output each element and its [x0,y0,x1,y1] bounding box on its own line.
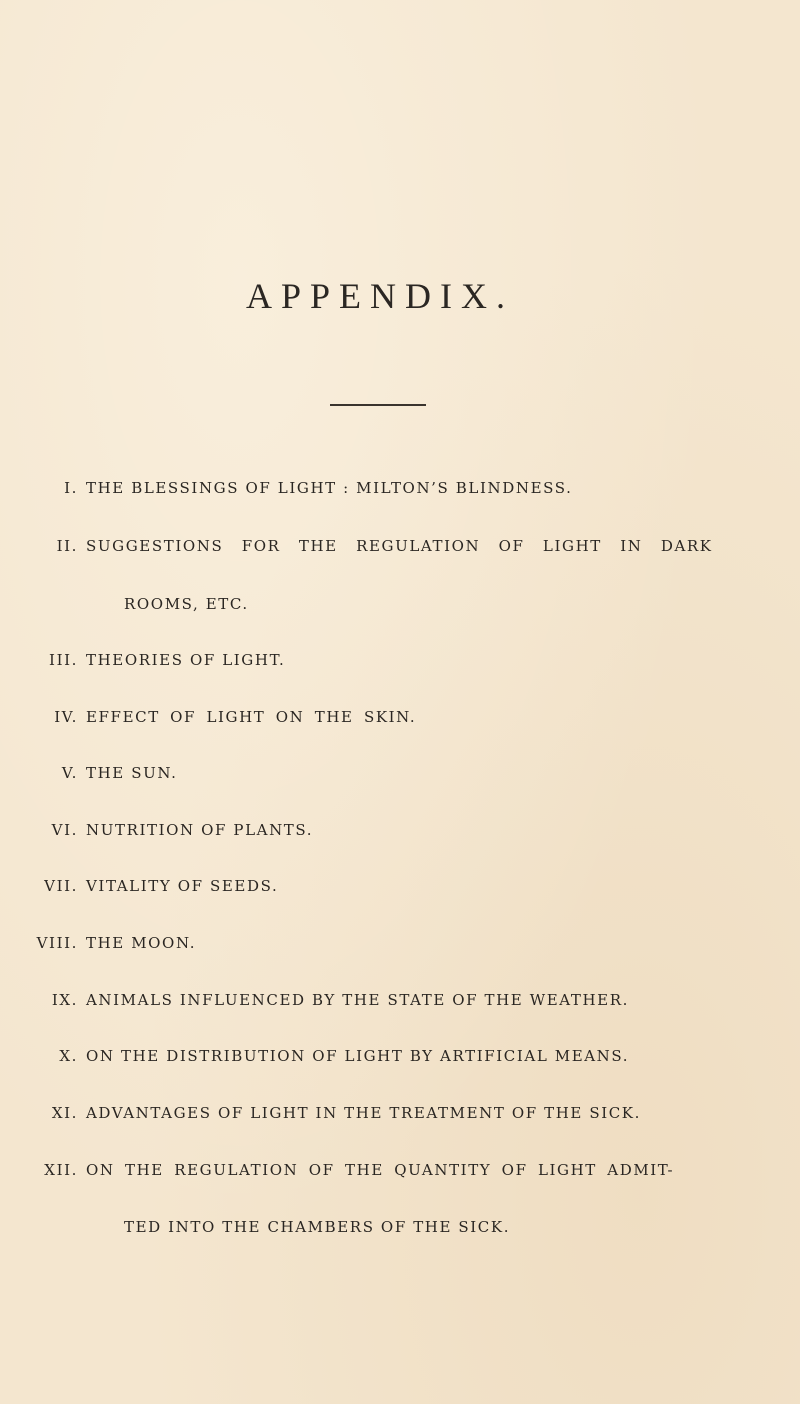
entry-number: IX. [51,991,78,1009]
page-title: APPENDIX. [245,276,514,316]
entry-text: ON THE REGULATION OF THE QUANTITY OF LIGHT ADMIT- [86,1161,675,1179]
entry-text: NUTRITION OF PLANTS. [86,821,314,839]
entry-text: ADVANTAGES OF LIGHT IN THE TREATMENT OF THE SICK. [86,1104,641,1122]
title-rule [330,404,426,406]
entry-text: SUGGESTIONS FOR THE REGULATION OF LIGHT IN DARK [86,537,713,555]
entry-text: EFFECT OF LIGHT ON THE SKIN. [86,708,417,726]
entry-number: V. [61,764,78,782]
entry-text: VITALITY OF SEEDS. [86,877,279,895]
entry-number: VI. [51,821,78,839]
entry-number: I. [64,479,78,497]
entry-text: THEORIES OF LIGHT. [86,651,286,669]
entry-number: VII. [44,877,78,895]
entry-number: XII. [44,1161,78,1179]
entry-number: IV. [54,708,78,726]
entry-text: THE SUN. [86,764,178,782]
entry-text: ANIMALS INFLUENCED BY THE STATE OF THE WEATHER. [86,991,629,1009]
entry-number: VIII. [36,934,78,952]
entry-number: XI. [51,1104,78,1122]
entry-text: ON THE DISTRIBUTION OF LIGHT BY ARTIFICIAL MEANS. [86,1047,630,1065]
entry-number: II. [56,537,78,555]
entry-text: THE BLESSINGS OF LIGHT : MILTON’S BLINDNESS. [86,479,573,497]
entry-number: X. [59,1047,78,1065]
entry-continuation: ROOMS, ETC. [124,595,249,613]
entry-text: THE MOON. [86,934,197,952]
entry-continuation: TED INTO THE CHAMBERS OF THE SICK. [124,1218,511,1236]
entry-number: III. [49,651,78,669]
